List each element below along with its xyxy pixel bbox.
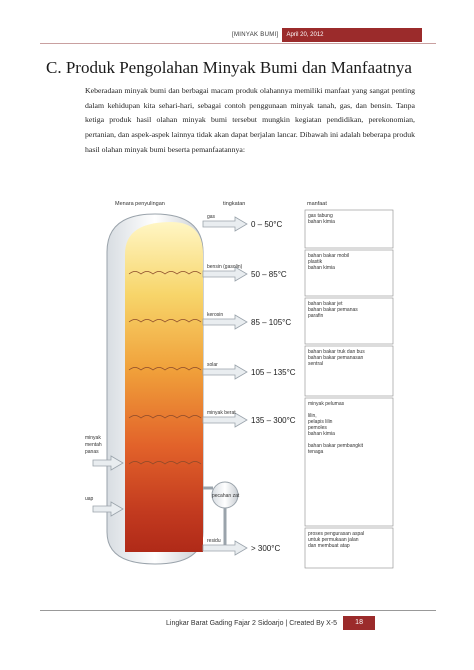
- fraction-use: bahan kimia: [308, 265, 335, 271]
- fraction-use: proses pengurasan aspal: [308, 531, 365, 537]
- header-date: April 20, 2012: [282, 28, 422, 42]
- fraction-name: residu: [207, 538, 221, 544]
- fraction-name: kerosin: [207, 312, 224, 318]
- fraction-temperature: 0 – 50°C: [251, 220, 283, 229]
- fraction-use: bahan bakar pembangkit: [308, 443, 364, 449]
- fraction-temperature: 85 – 105°C: [251, 318, 292, 327]
- input-label-1: minyak: [85, 435, 101, 441]
- page-footer: [166, 616, 375, 630]
- stage-label: tingkatan: [223, 201, 246, 207]
- fraction-name: solar: [207, 362, 218, 368]
- fraction-name: minyak berat: [207, 410, 236, 416]
- intro-paragraph: Keberadaan minyak bumi dan berbagai macam produk olahannya memiliki manfaat yang sangat penting dalam kehidupan kita sehari-hari, sebagai contoh penggunaan minyak tanah, gas, dan bensin. Tanpa ketiga produk hasil olahan minyak bumi tersebut mungkin kegiatan pendidikan, perekonomian, pertanian, dan aspek-aspek lainnya tidak akan dapat berjalan lancar. Dibawah ini adalah beberapa produk hasil olahan minyak bumi beserta pemanfaatannya:: [85, 86, 415, 154]
- fraction-name: gas: [207, 214, 216, 220]
- breaker-label: pecahan zat: [212, 493, 240, 499]
- fraction-use: bahan bakar mobil: [308, 253, 350, 259]
- fraction-use: untuk permukaan jalan: [308, 537, 359, 543]
- fraction-use: pemoles: [308, 425, 327, 431]
- fraction-use: bahan bakar pemanas: [308, 307, 358, 313]
- fraction-temperature: 50 – 85°C: [251, 270, 287, 279]
- fraction-use: minyak pelumas: [308, 401, 345, 407]
- section-title: C. Produk Pengolahan Minyak Bumi dan Manfaatnya: [46, 58, 412, 77]
- use-label: manfaat: [307, 201, 327, 207]
- fraction-use: parafin: [308, 313, 324, 319]
- page-header: [228, 28, 422, 42]
- header-rule: [40, 43, 436, 44]
- input-label-2: mentah: [85, 442, 102, 448]
- tower-label: Menara penyulingan: [115, 201, 165, 207]
- header-tag: [MINYAK BUMI]: [232, 32, 279, 38]
- fraction-use: lilin,: [308, 413, 317, 419]
- fraction-use: bahan kimia: [308, 219, 335, 225]
- fraction-use: bahan bakar truk dan bus: [308, 349, 365, 355]
- fraction-use: dan membuat atap: [308, 543, 350, 549]
- input-label-3: panas: [85, 449, 99, 455]
- distillation-diagram: [85, 192, 405, 587]
- fraction-temperature: > 300°C: [251, 544, 281, 553]
- page-number: 18: [343, 616, 375, 630]
- fraction-use: pelapis lilin: [308, 419, 333, 425]
- fraction-temperature: 135 – 300°C: [251, 416, 296, 425]
- fraction-use: sentral: [308, 361, 324, 367]
- footer-text: Lingkar Barat Gading Fajar 2 Sidoarjo | Created By X-5: [166, 619, 338, 627]
- fraction-use: plastik: [308, 259, 323, 265]
- fraction-use: tenaga: [308, 449, 324, 455]
- fraction-use: bahan bakar pemanasan: [308, 355, 364, 361]
- fraction-temperature: 105 – 135°C: [251, 368, 296, 377]
- steam-label: uap: [85, 496, 94, 502]
- fraction-use: gas tabung: [308, 213, 333, 219]
- fraction-use: bahan bakar jet: [308, 301, 343, 307]
- fraction-name: bensin (gasolin): [207, 264, 243, 270]
- fraction-use: bahan kimia: [308, 431, 335, 437]
- footer-rule: [40, 610, 436, 611]
